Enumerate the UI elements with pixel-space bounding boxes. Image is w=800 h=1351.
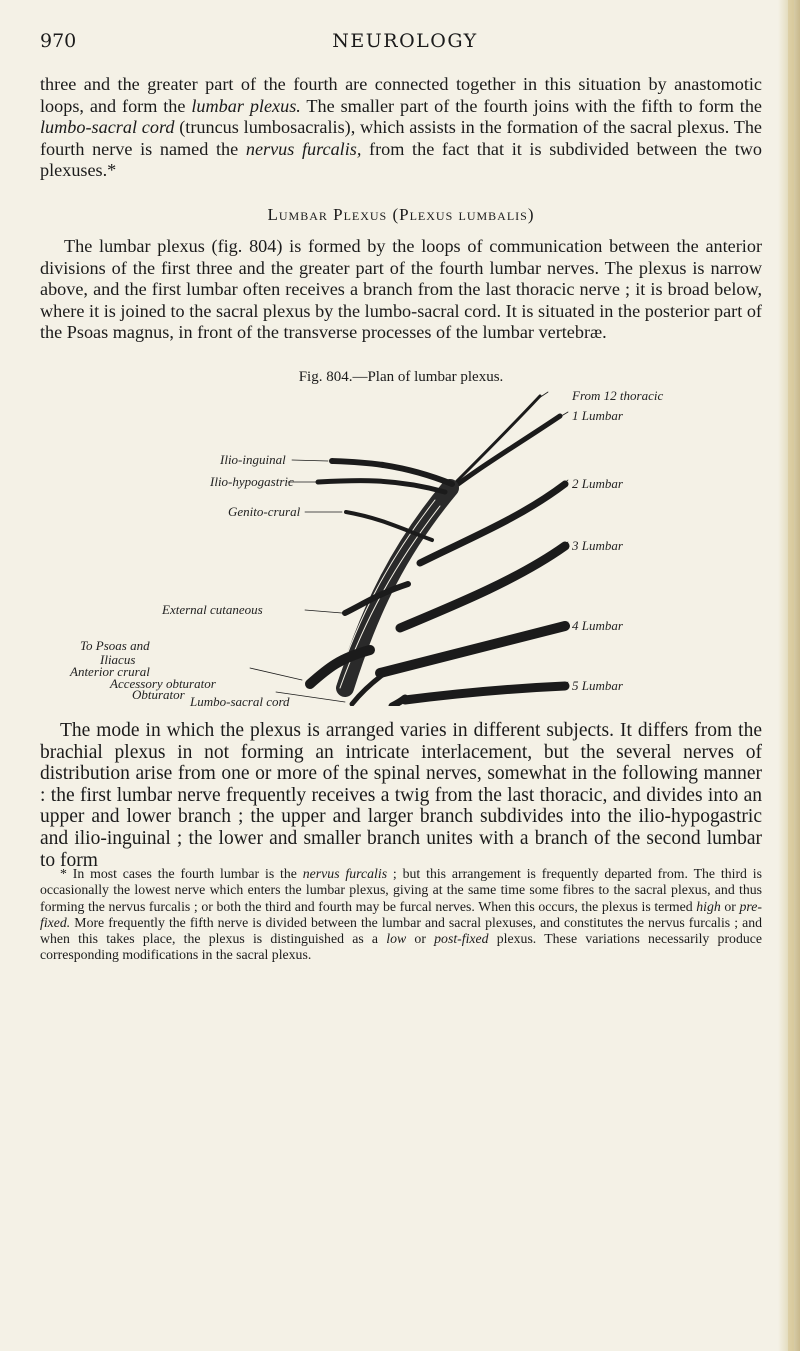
text-run: (truncus lumbosacralis), which assists in the formation of the sacral plexus. The fourth nerve is named the — [40, 117, 762, 159]
label-obturator: Obturator — [132, 687, 185, 702]
text-run: or — [406, 931, 435, 947]
section-heading: Lumbar Plexus (Plexus lumbalis) — [267, 205, 535, 224]
lumbar-4-root — [380, 626, 565, 673]
text-run: from the fact that it is subdivided between the two plexuses.* — [40, 138, 763, 181]
label-to-psoas: To Psoas and — [80, 638, 150, 653]
label-accessory-obturator: Accessory obturator — [110, 676, 216, 691]
label-2-lumbar: 2 Lumbar — [572, 476, 623, 491]
text-run: More frequently the fifth nerve is divided between the lumbar and sacral plexuses, and constitutes the nervus furcalis ; and when this takes place, the plexus is distinguished as a — [40, 914, 762, 947]
running-title: NEUROLOGY — [332, 30, 478, 52]
figure-lumbar-plexus — [40, 388, 762, 706]
text-run: or — [720, 898, 740, 914]
text-run: plexus. These variations necessarily produce corresponding modifications in the sacral plexus. — [40, 931, 762, 963]
label-iliacus: Iliacus — [100, 652, 136, 667]
label-from-12-thoracic: From 12 thoracic — [572, 388, 664, 403]
label-lumbo-sacral-cord: Lumbo-sacral cord — [190, 694, 290, 706]
emphasis-lumbo-sacral-cord: lumbo-sacral cord — [40, 117, 175, 138]
ilio-hypogastric-branch — [318, 481, 445, 492]
text-run: three and the greater part of the fourth are connected together in this situation by anastomotic loops, and form the — [40, 74, 762, 116]
emphasis-high: high — [696, 898, 721, 914]
label-anterior-crural: Anterior crural — [70, 664, 150, 679]
label-ilio-hypogastric: Ilio-hypogastric — [210, 474, 294, 489]
plexus-diagram — [40, 388, 762, 706]
scan-strip — [788, 0, 794, 1351]
footnote — [40, 866, 762, 964]
lumbo-sacral-cord — [392, 698, 405, 706]
label-genito-crural: Genito-crural — [228, 504, 301, 519]
page-header — [40, 30, 770, 54]
emphasis-low: low — [386, 931, 407, 947]
label-5-lumbar: 5 Lumbar — [572, 678, 623, 693]
paragraph-mode: The mode in which the plexus is arranged varies in different subjects. It differs from the brachial plexus in not forming an intricate interlacement, but the several nerves of distribution arise from one or more of the spinal nerves, somewhat in the following manner : the first lumbar nerve frequently receives a twig from the last thoracic, and divides into an upper and lower branch ; the upper and larger branch subdivides into the ilio-hypogastric and ilio-inguinal ; the lower and smaller branch unites with a branch of the second lumbar to form — [40, 720, 762, 871]
label-external-cutaneous: External cutaneous — [162, 602, 263, 617]
text-run: The smaller part of the fourth joins with the fifth to form the — [300, 95, 762, 116]
emphasis-nervus-furcalis: nervus furcalis — [302, 866, 388, 881]
emphasis-nervus-furcalis: nervus furcalis, — [245, 138, 362, 159]
paragraph-intro — [40, 74, 762, 182]
label-3-lumbar: 3 Lumbar — [572, 538, 623, 553]
text-run: ; but this arrangement is frequently departed from. The third is occasionally the lowest nerve which enters the lumbar plexus, giving at the same time some fibres to the sacral plexus, and thus forming the nervus furcalis ; or both the third and fourth may be furcal nerves. When this occurs, the plexus is termed — [40, 866, 762, 914]
label-4-lumbar: 4 Lumbar — [572, 618, 623, 633]
paragraph-lumbar-plexus: The lumbar plexus (fig. 804) is formed by the loops of communication between the anterior divisions of the first three and the greater part of the fourth lumbar nerves. The plexus is narrow above, and the first lumbar often receives a branch from the last thoracic nerve ; it is broad below, where it is joined to the sacral plexus by the lumbo-sacral cord. It is situated in the posterior part of the Psoas magnus, in front of the transverse processes of the lumbar vertebræ. — [40, 236, 762, 343]
page-number: 970 — [40, 30, 77, 52]
emphasis-post-fixed: post-fixed — [434, 931, 489, 947]
emphasis-pre-fixed: pre-fixed. — [40, 898, 762, 930]
text-run: * In most cases the fourth lumbar is the — [60, 866, 303, 881]
lumbar-5-root — [405, 686, 565, 700]
figure-caption: Fig. 804.—Plan of lumbar plexus. — [298, 369, 504, 385]
label-1-lumbar: 1 Lumbar — [572, 408, 623, 423]
emphasis-lumbar-plexus: lumbar plexus. — [191, 95, 301, 116]
label-ilio-inguinal: Ilio-inguinal — [220, 452, 286, 467]
